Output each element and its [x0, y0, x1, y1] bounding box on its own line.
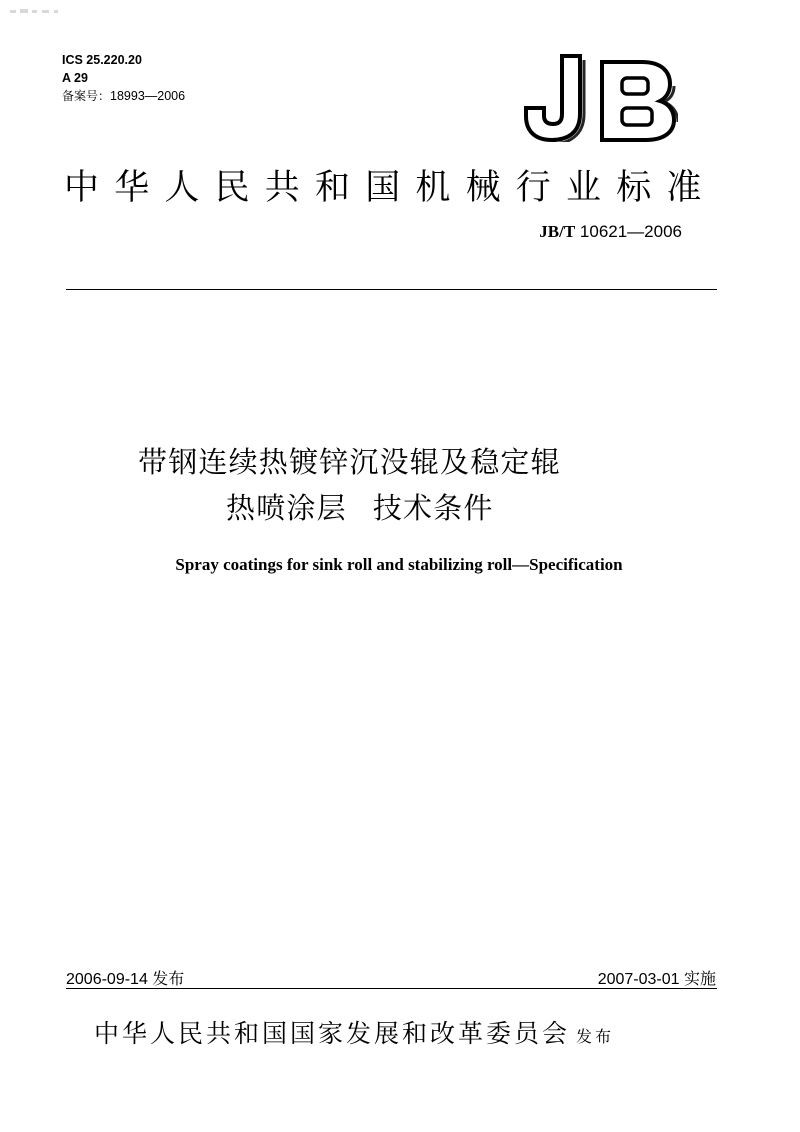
standard-number-prefix: JB/T	[539, 222, 576, 241]
implementation-label: 实施	[683, 969, 716, 988]
english-title: Spray coatings for sink roll and stabilizing roll—Specification	[175, 555, 623, 574]
record-number	[62, 88, 185, 104]
jb-logo	[522, 52, 678, 142]
record-label: 备案号：	[62, 89, 111, 103]
implementation-date-value: 2007-03-01	[597, 971, 680, 988]
chinese-title-part-2: 技术条件	[372, 491, 494, 525]
issue-date-value: 2006-09-14	[66, 971, 148, 988]
issue-label: 发布	[152, 969, 185, 988]
chinese-title-part-1: 热喷涂层	[226, 491, 347, 525]
issue-date	[66, 966, 184, 989]
issuing-authority	[94, 1014, 614, 1050]
classification-code: A 29	[62, 71, 88, 85]
bottom-divider	[66, 988, 717, 989]
chinese-title-line-2	[226, 486, 494, 527]
implementation-date	[598, 966, 716, 989]
ics-code: ICS 25.220.20	[62, 53, 142, 67]
standard-category-title: 中华人民共和国机械行业标准	[64, 168, 717, 208]
top-divider	[66, 289, 717, 290]
chinese-title-line-1: 带钢连续热镀锌沉没辊及稳定辊	[138, 445, 561, 479]
issuer-name: 中华人民共和国国家发展和改革委员会	[94, 1019, 571, 1048]
record-value: 18993—2006	[110, 89, 186, 103]
standard-number-value: 10621—2006	[579, 222, 682, 241]
issuer-action: 发布	[576, 1027, 615, 1046]
standard-number	[482, 222, 682, 242]
scan-mark-decoration	[8, 4, 74, 22]
